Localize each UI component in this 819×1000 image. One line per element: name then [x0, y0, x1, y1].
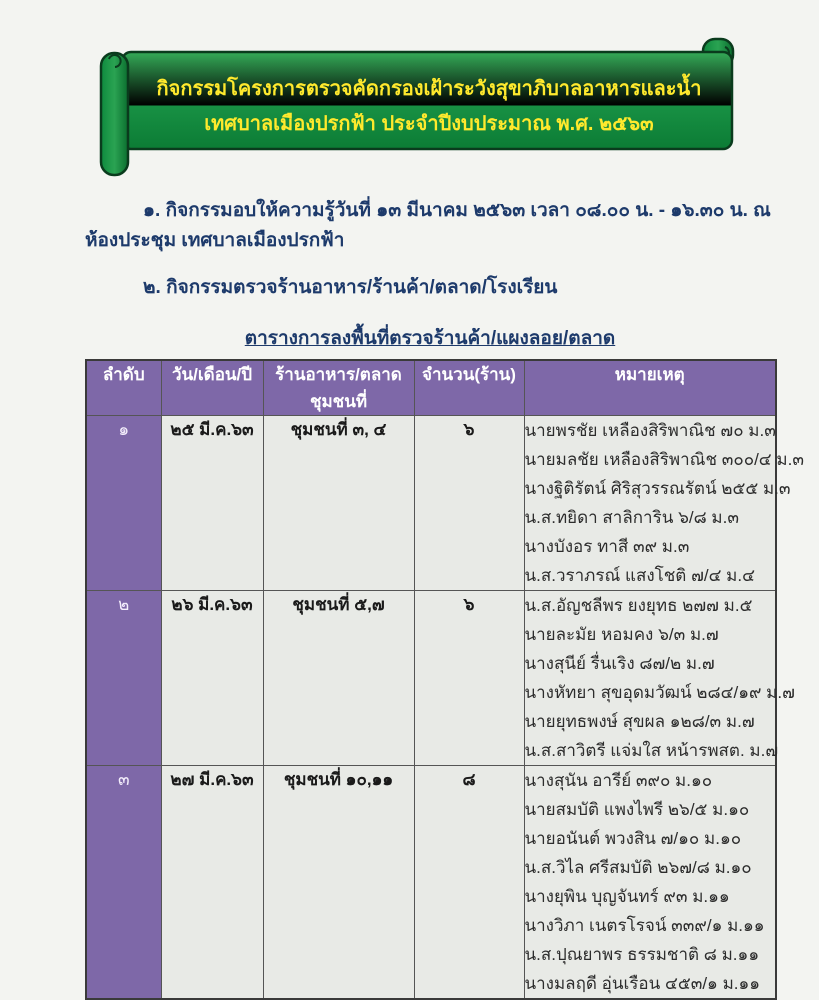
remark-line: นางสุนัน อารีย์ ๓๙๐ ม.๑๐: [524, 771, 713, 791]
scroll-banner-graphic: [97, 33, 742, 188]
col-header-count: จำนวน(ร้าน): [414, 360, 524, 416]
remark-line: น.ส.ทยิดา สาลิการิน ๖/๘ ม.๓: [524, 508, 739, 528]
table-row: [86, 416, 776, 591]
row-community-cell: ชุมชนที่ ๕,๗: [263, 591, 414, 766]
remark-line: น.ส.ปุณยาพร ธรรมชาติ ๘ ม.๑๑: [524, 945, 760, 965]
row-community-cell: ชุมชนที่ ๑๐,๑๑: [263, 766, 414, 1000]
col-header-date: วัน/เดือน/ปี: [161, 360, 263, 416]
scroll-banner: [97, 33, 742, 188]
row-index-cell: ๓: [86, 766, 161, 1000]
remark-line: นางมลฤดี อุ่นเรือน ๔๕๓/๑ ม.๑๑: [524, 974, 761, 994]
col-header-community: ร้านอาหาร/ตลาดชุมชนที่: [263, 360, 414, 416]
row-index-cell: ๑: [86, 416, 161, 591]
row-date-cell: ๒๕ มี.ค.๖๓: [161, 416, 263, 591]
remark-line: นายพรชัย เหลืองสิริพาณิช ๗๐ ม.๓: [524, 421, 776, 441]
row-count-cell: ๘: [414, 766, 524, 1000]
remark-line: นายอนันต์ พวงสิน ๗/๑๐ ม.๑๐: [524, 829, 742, 849]
inspection-table: [85, 359, 804, 1000]
document-body: [85, 196, 804, 1000]
row-index-cell: ๒: [86, 591, 161, 766]
row-date-cell: ๒๗ มี.ค.๖๓: [161, 766, 263, 1000]
col-header-remarks: หมายเหตุ: [524, 360, 776, 416]
inspection-table-body: [86, 416, 804, 1000]
row-date-cell: ๒๖ มี.ค.๖๓: [161, 591, 263, 766]
row-remarks-cell: [524, 416, 804, 591]
remark-line: น.ส.สาวิตรี แจ่มใส หน้ารพสต. ม.๗: [524, 741, 779, 761]
scroll-left-curl: [101, 53, 128, 175]
remark-line: นางหัทยา สุขอุดมวัฒน์ ๒๘๔/๑๙ ม.๗: [524, 683, 795, 703]
header-row: [86, 360, 776, 416]
remark-line: นายมลชัย เหลืองสิริพาณิช ๓๐๐/๔ ม.๓: [524, 450, 804, 470]
remark-line: น.ส.วิไล ศรีสมบัติ ๒๖๗/๘ ม.๑๐: [524, 858, 752, 878]
table-row: [86, 591, 776, 766]
remark-line: น.ส.อัญชลีพร ยงยุทธ ๒๗๗ ม.๕: [524, 596, 753, 616]
table-row: [86, 766, 776, 1000]
activity-paragraph-1: ๑. กิจกรรมอบให้ความรู้วันที่ ๑๓ มีนาคม ๒๕๖๓ เวลา ๐๘.๐๐ น. - ๑๖.๓๐ น. ณ ห้องประชุม เทศบาลเมืองปรกฟ้า: [85, 200, 771, 252]
row-remarks-cell: [524, 591, 795, 766]
col-header-index: ลำดับ: [86, 360, 161, 416]
row-remarks-cell: [524, 766, 776, 1000]
remark-line: นางฐิติรัตน์ ศิริสุวรรณรัตน์ ๒๕๕ ม.๓: [524, 479, 791, 499]
inspection-table-header: [86, 360, 776, 416]
remark-line: นางบังอร ทาสี ๓๙ ม.๓: [524, 537, 690, 557]
remark-line: นางยุพิน บุญจันทร์ ๙๓ ม.๑๑: [524, 887, 730, 907]
remark-line: นางวิภา เนตรโรจน์ ๓๓๙/๑ ม.๑๑: [524, 916, 765, 936]
row-count-cell: ๖: [414, 591, 524, 766]
remark-line: นายยุทธพงษ์ สุขผล ๑๒๘/๓ ม.๗: [524, 712, 755, 732]
remark-line: น.ส.วราภรณ์ แสงโชติ ๗/๔ ม.๔: [524, 566, 755, 586]
activity-paragraph-2: ๒. กิจกรรมตรวจร้านอาหาร/ร้านค้า/ตลาด/โรงเรียน: [143, 276, 558, 298]
remark-line: นายสมบัติ แพงไพรี ๒๖/๕ ม.๑๐: [524, 800, 750, 820]
banner-title-line1: กิจกรรมโครงการตรวจคัดกรองเฝ้าระวังสุขาภิบาลอาหารและน้ำ: [156, 78, 702, 100]
banner-title-line2: เทศบาลเมืองปรกฟ้า ประจำปีงบประมาณ พ.ศ. ๒๕๖๓: [204, 113, 654, 135]
remark-line: นางสุนีย์ รื่นเริง ๘๗/๒ ม.๗: [524, 654, 715, 674]
table-title: ตารางการลงพื้นที่ตรวจร้านค้า/แผงลอย/ตลาด: [244, 328, 616, 350]
row-community-cell: ชุมชนที่ ๓, ๔: [263, 416, 414, 591]
remark-line: นายละมัย หอมคง ๖/๓ ม.๗: [524, 625, 719, 645]
row-count-cell: ๖: [414, 416, 524, 591]
